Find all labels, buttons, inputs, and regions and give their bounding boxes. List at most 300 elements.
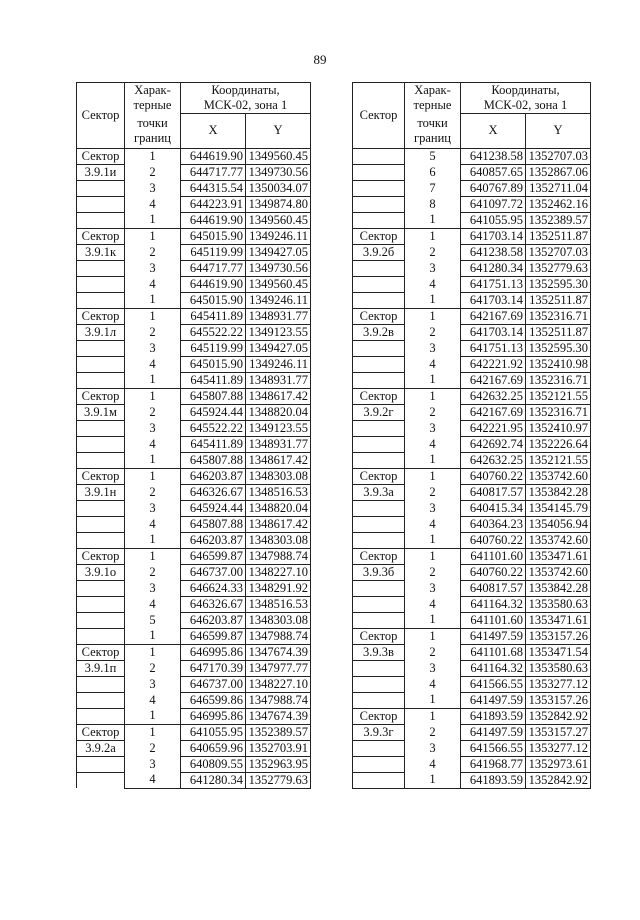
table-row bbox=[77, 612, 311, 628]
coord-x: 641055.95 bbox=[181, 724, 246, 740]
sector-cell: 3.9.3б bbox=[353, 564, 405, 580]
coord-y: 1353842.28 bbox=[526, 484, 591, 500]
point-number: 4 bbox=[125, 356, 181, 372]
coord-x: 645411.89 bbox=[181, 372, 246, 388]
coord-y: 1347674.39 bbox=[246, 708, 311, 724]
point-number: 4 bbox=[125, 772, 181, 788]
coord-x: 641703.14 bbox=[461, 292, 526, 308]
sector-cell bbox=[353, 532, 405, 548]
coord-x: 644223.91 bbox=[181, 196, 246, 212]
point-number: 4 bbox=[125, 276, 181, 292]
coord-x: 640817.57 bbox=[461, 484, 526, 500]
coord-y: 1352711.04 bbox=[526, 180, 591, 196]
coord-x: 645015.90 bbox=[181, 228, 246, 244]
coord-y: 1353157.26 bbox=[526, 692, 591, 708]
header-char-line3: точки bbox=[137, 115, 168, 130]
coord-y: 1353277.12 bbox=[526, 740, 591, 756]
coord-x: 645807.88 bbox=[181, 452, 246, 468]
table-row bbox=[77, 324, 311, 340]
coord-x: 646624.33 bbox=[181, 580, 246, 596]
coord-y: 1348303.08 bbox=[246, 612, 311, 628]
point-number: 2 bbox=[405, 324, 461, 340]
point-number: 3 bbox=[125, 340, 181, 356]
coord-y: 1349123.55 bbox=[246, 324, 311, 340]
table-row bbox=[77, 484, 311, 500]
table-row bbox=[353, 452, 591, 468]
table-row bbox=[353, 244, 591, 260]
table-row bbox=[353, 532, 591, 548]
table-row bbox=[77, 340, 311, 356]
sector-cell: Сектор bbox=[353, 388, 405, 404]
header-x: X bbox=[181, 114, 246, 149]
table-row bbox=[353, 180, 591, 196]
point-number: 3 bbox=[125, 676, 181, 692]
coord-x: 641751.13 bbox=[461, 276, 526, 292]
coord-y: 1353742.60 bbox=[526, 564, 591, 580]
table-row bbox=[353, 612, 591, 628]
point-number: 2 bbox=[405, 564, 461, 580]
table-row bbox=[353, 260, 591, 276]
sector-cell bbox=[353, 452, 405, 468]
coord-x: 645522.22 bbox=[181, 324, 246, 340]
sector-cell: Сектор bbox=[77, 724, 125, 740]
coord-y: 1352707.03 bbox=[526, 244, 591, 260]
point-number: 1 bbox=[405, 292, 461, 308]
header-char-line1: Харак- bbox=[414, 83, 451, 98]
coord-x: 640659.96 bbox=[181, 740, 246, 756]
header-coords-line1: Координаты, bbox=[491, 83, 560, 97]
table-row bbox=[353, 756, 591, 772]
point-number: 1 bbox=[405, 692, 461, 708]
coord-y: 1354056.94 bbox=[526, 516, 591, 532]
sector-cell bbox=[77, 772, 125, 788]
coord-y: 1353157.26 bbox=[526, 628, 591, 644]
sector-cell bbox=[77, 500, 125, 516]
sector-cell bbox=[77, 628, 125, 644]
coord-y: 1347977.77 bbox=[246, 660, 311, 676]
coord-x: 645807.88 bbox=[181, 388, 246, 404]
coord-x: 646737.00 bbox=[181, 564, 246, 580]
table-row bbox=[353, 772, 591, 788]
coord-y: 1352703.91 bbox=[246, 740, 311, 756]
table-row bbox=[353, 420, 591, 436]
coord-x: 640809.55 bbox=[181, 756, 246, 772]
header-char-points-bottom bbox=[405, 114, 461, 149]
table-row bbox=[77, 516, 311, 532]
coord-y: 1353471.54 bbox=[526, 644, 591, 660]
sector-cell: Сектор bbox=[77, 308, 125, 324]
coord-y: 1348227.10 bbox=[246, 676, 311, 692]
coord-y: 1348291.92 bbox=[246, 580, 311, 596]
sector-cell: Сектор bbox=[77, 468, 125, 484]
coord-x: 641497.59 bbox=[461, 692, 526, 708]
sector-cell bbox=[77, 676, 125, 692]
point-number: 4 bbox=[125, 196, 181, 212]
sector-cell bbox=[77, 340, 125, 356]
coord-x: 646995.86 bbox=[181, 644, 246, 660]
coord-x: 641497.59 bbox=[461, 724, 526, 740]
header-char-line4: границ bbox=[134, 130, 171, 145]
coord-y: 1352963.95 bbox=[246, 756, 311, 772]
table-row bbox=[353, 196, 591, 212]
coord-y: 1352511.87 bbox=[526, 228, 591, 244]
coord-x: 640760.22 bbox=[461, 564, 526, 580]
coord-x: 645015.90 bbox=[181, 292, 246, 308]
coordinates-table-right bbox=[352, 82, 591, 789]
point-number: 1 bbox=[405, 388, 461, 404]
coord-x: 642692.74 bbox=[461, 436, 526, 452]
point-number: 1 bbox=[405, 628, 461, 644]
table-row bbox=[77, 212, 311, 228]
sector-cell bbox=[77, 212, 125, 228]
sector-cell: 3.9.2а bbox=[77, 740, 125, 756]
sector-cell bbox=[77, 436, 125, 452]
table-row bbox=[353, 372, 591, 388]
coord-x: 645015.90 bbox=[181, 356, 246, 372]
coord-y: 1353471.61 bbox=[526, 548, 591, 564]
table-row bbox=[77, 228, 311, 244]
point-number: 1 bbox=[125, 228, 181, 244]
sector-cell bbox=[77, 292, 125, 308]
sector-cell: Сектор bbox=[353, 548, 405, 564]
table-row bbox=[353, 340, 591, 356]
point-number: 5 bbox=[405, 148, 461, 164]
point-number: 3 bbox=[125, 260, 181, 276]
coord-y: 1352462.16 bbox=[526, 196, 591, 212]
point-number: 4 bbox=[125, 692, 181, 708]
table-row bbox=[77, 452, 311, 468]
coord-y: 1349427.05 bbox=[246, 244, 311, 260]
table-row bbox=[353, 580, 591, 596]
header-coords-line2: МСК-02, зона 1 bbox=[203, 98, 288, 112]
coord-y: 1349246.11 bbox=[246, 228, 311, 244]
point-number: 3 bbox=[405, 580, 461, 596]
table-row bbox=[77, 164, 311, 180]
coord-y: 1347988.74 bbox=[246, 692, 311, 708]
table-row bbox=[77, 772, 311, 788]
table-row bbox=[353, 628, 591, 644]
coord-y: 1352511.87 bbox=[526, 292, 591, 308]
coord-x: 641751.13 bbox=[461, 340, 526, 356]
sector-cell bbox=[77, 612, 125, 628]
sector-cell bbox=[77, 180, 125, 196]
point-number: 6 bbox=[405, 164, 461, 180]
page-number: 89 bbox=[313, 52, 327, 67]
sector-cell: Сектор bbox=[353, 628, 405, 644]
table-row bbox=[77, 260, 311, 276]
coord-y: 1352867.06 bbox=[526, 164, 591, 180]
coord-y: 1352316.71 bbox=[526, 308, 591, 324]
coord-y: 1352779.63 bbox=[246, 772, 311, 788]
coord-x: 644619.90 bbox=[181, 212, 246, 228]
sector-cell bbox=[353, 756, 405, 772]
coord-y: 1353742.60 bbox=[526, 468, 591, 484]
point-number: 1 bbox=[125, 372, 181, 388]
point-number: 2 bbox=[405, 404, 461, 420]
table-row bbox=[77, 532, 311, 548]
sector-cell: Сектор bbox=[77, 148, 125, 164]
coord-x: 644717.77 bbox=[181, 260, 246, 276]
sector-cell: 3.9.2г bbox=[353, 404, 405, 420]
point-number: 5 bbox=[125, 612, 181, 628]
sector-cell bbox=[353, 772, 405, 788]
coord-x: 646599.86 bbox=[181, 692, 246, 708]
sector-cell: 3.9.3в bbox=[353, 644, 405, 660]
coord-x: 646737.00 bbox=[181, 676, 246, 692]
sector-cell bbox=[77, 276, 125, 292]
point-number: 1 bbox=[405, 212, 461, 228]
coord-y: 1349560.45 bbox=[246, 276, 311, 292]
coord-y: 1348303.08 bbox=[246, 532, 311, 548]
coord-x: 640760.22 bbox=[461, 532, 526, 548]
coord-y: 1349874.80 bbox=[246, 196, 311, 212]
sector-cell bbox=[77, 356, 125, 372]
sector-cell bbox=[353, 660, 405, 676]
coord-y: 1352973.61 bbox=[526, 756, 591, 772]
sector-cell bbox=[353, 292, 405, 308]
sector-cell: 3.9.2в bbox=[353, 324, 405, 340]
point-number: 1 bbox=[125, 308, 181, 324]
point-number: 1 bbox=[125, 388, 181, 404]
sector-cell bbox=[353, 612, 405, 628]
coord-x: 642221.92 bbox=[461, 356, 526, 372]
coord-y: 1349246.11 bbox=[246, 292, 311, 308]
coord-x: 645119.99 bbox=[181, 340, 246, 356]
point-number: 1 bbox=[125, 644, 181, 660]
coord-y: 1348303.08 bbox=[246, 468, 311, 484]
table-row bbox=[353, 308, 591, 324]
table-row bbox=[353, 676, 591, 692]
sector-cell bbox=[353, 516, 405, 532]
coord-y: 1354145.79 bbox=[526, 500, 591, 516]
coord-x: 645522.22 bbox=[181, 420, 246, 436]
coord-x: 646203.87 bbox=[181, 532, 246, 548]
point-number: 4 bbox=[405, 436, 461, 452]
coord-x: 642167.69 bbox=[461, 372, 526, 388]
table-row bbox=[77, 500, 311, 516]
coord-x: 645411.89 bbox=[181, 308, 246, 324]
coord-x: 642632.25 bbox=[461, 388, 526, 404]
table-row bbox=[353, 164, 591, 180]
coord-x: 641893.59 bbox=[461, 708, 526, 724]
coord-y: 1352316.71 bbox=[526, 404, 591, 420]
coord-y: 1353277.12 bbox=[526, 676, 591, 692]
header-char-points-top bbox=[125, 83, 181, 114]
coord-y: 1349427.05 bbox=[246, 340, 311, 356]
table-row bbox=[353, 644, 591, 660]
coordinates-table-left bbox=[76, 82, 311, 789]
coord-y: 1352842.92 bbox=[526, 708, 591, 724]
coord-y: 1348931.77 bbox=[246, 436, 311, 452]
table-row bbox=[353, 660, 591, 676]
coord-y: 1347674.39 bbox=[246, 644, 311, 660]
point-number: 1 bbox=[125, 548, 181, 564]
point-number: 3 bbox=[405, 660, 461, 676]
point-number: 1 bbox=[125, 292, 181, 308]
header-y: Y bbox=[246, 114, 311, 149]
point-number: 1 bbox=[405, 372, 461, 388]
sector-cell: 3.9.3г bbox=[353, 724, 405, 740]
table-body-left bbox=[77, 148, 311, 788]
header-coordinates bbox=[181, 83, 311, 114]
point-number: 1 bbox=[405, 228, 461, 244]
point-number: 7 bbox=[405, 180, 461, 196]
coord-x: 646203.87 bbox=[181, 468, 246, 484]
point-number: 1 bbox=[405, 612, 461, 628]
table-row bbox=[77, 388, 311, 404]
sector-cell bbox=[353, 580, 405, 596]
point-number: 2 bbox=[405, 244, 461, 260]
header-coords-line1: Координаты, bbox=[211, 83, 280, 97]
table-row bbox=[353, 500, 591, 516]
coord-y: 1349730.56 bbox=[246, 260, 311, 276]
table-row bbox=[77, 276, 311, 292]
sector-cell bbox=[353, 436, 405, 452]
coord-y: 1353742.60 bbox=[526, 532, 591, 548]
point-number: 4 bbox=[125, 436, 181, 452]
point-number: 3 bbox=[125, 580, 181, 596]
coord-x: 641703.14 bbox=[461, 228, 526, 244]
coord-x: 641968.77 bbox=[461, 756, 526, 772]
coord-y: 1348516.53 bbox=[246, 484, 311, 500]
coord-x: 641101.60 bbox=[461, 548, 526, 564]
table-row bbox=[77, 708, 311, 724]
table-row bbox=[353, 356, 591, 372]
table-row bbox=[353, 228, 591, 244]
header-char-points-bottom bbox=[125, 114, 181, 149]
table-row bbox=[353, 292, 591, 308]
header-char-line2: терные bbox=[133, 98, 172, 113]
table-row bbox=[77, 404, 311, 420]
sector-cell: 3.9.1м bbox=[77, 404, 125, 420]
table-row bbox=[77, 548, 311, 564]
table-row bbox=[77, 180, 311, 196]
point-number: 3 bbox=[125, 756, 181, 772]
point-number: 2 bbox=[405, 724, 461, 740]
sector-cell: 3.9.1н bbox=[77, 484, 125, 500]
coord-x: 641893.59 bbox=[461, 772, 526, 788]
sector-cell bbox=[353, 196, 405, 212]
point-number: 3 bbox=[405, 340, 461, 356]
table-row bbox=[77, 628, 311, 644]
coord-x: 645924.44 bbox=[181, 404, 246, 420]
point-number: 3 bbox=[125, 500, 181, 516]
table-row bbox=[77, 420, 311, 436]
point-number: 1 bbox=[405, 708, 461, 724]
coord-y: 1353580.63 bbox=[526, 596, 591, 612]
sector-cell bbox=[353, 676, 405, 692]
coord-y: 1352389.57 bbox=[526, 212, 591, 228]
header-sector: Сектор bbox=[77, 83, 125, 149]
coord-y: 1352226.64 bbox=[526, 436, 591, 452]
coord-x: 640767.89 bbox=[461, 180, 526, 196]
coord-y: 1349123.55 bbox=[246, 420, 311, 436]
table-row bbox=[353, 436, 591, 452]
coord-x: 642632.25 bbox=[461, 452, 526, 468]
sector-cell: Сектор bbox=[77, 388, 125, 404]
coord-x: 642167.69 bbox=[461, 404, 526, 420]
coord-x: 641497.59 bbox=[461, 628, 526, 644]
point-number: 4 bbox=[405, 756, 461, 772]
table-row bbox=[353, 596, 591, 612]
sector-cell bbox=[353, 420, 405, 436]
table-row bbox=[77, 372, 311, 388]
sector-cell bbox=[353, 596, 405, 612]
coord-x: 641566.55 bbox=[461, 740, 526, 756]
coord-y: 1352511.87 bbox=[526, 324, 591, 340]
coord-y: 1348516.53 bbox=[246, 596, 311, 612]
coord-y: 1352842.92 bbox=[526, 772, 591, 788]
point-number: 3 bbox=[405, 500, 461, 516]
sector-cell bbox=[77, 420, 125, 436]
coord-y: 1349730.56 bbox=[246, 164, 311, 180]
sector-cell bbox=[353, 276, 405, 292]
table-row bbox=[77, 596, 311, 612]
point-number: 4 bbox=[125, 596, 181, 612]
point-number: 8 bbox=[405, 196, 461, 212]
coord-x: 645119.99 bbox=[181, 244, 246, 260]
coord-x: 640364.23 bbox=[461, 516, 526, 532]
coord-x: 641280.34 bbox=[181, 772, 246, 788]
point-number: 2 bbox=[125, 164, 181, 180]
table-row bbox=[353, 724, 591, 740]
coord-x: 641101.68 bbox=[461, 644, 526, 660]
coord-y: 1347988.74 bbox=[246, 548, 311, 564]
table-row bbox=[353, 388, 591, 404]
coord-y: 1347988.74 bbox=[246, 628, 311, 644]
sector-cell bbox=[77, 516, 125, 532]
point-number: 3 bbox=[405, 740, 461, 756]
table-row bbox=[77, 356, 311, 372]
header-char-line3: точки bbox=[417, 115, 448, 130]
coord-y: 1348820.04 bbox=[246, 404, 311, 420]
sector-cell bbox=[77, 596, 125, 612]
point-number: 2 bbox=[125, 244, 181, 260]
coord-y: 1353471.61 bbox=[526, 612, 591, 628]
sector-cell bbox=[353, 372, 405, 388]
table-row bbox=[77, 724, 311, 740]
coord-y: 1353842.28 bbox=[526, 580, 591, 596]
sector-cell bbox=[77, 756, 125, 772]
header-coordinates bbox=[461, 83, 591, 114]
sector-cell bbox=[77, 708, 125, 724]
sector-cell bbox=[353, 164, 405, 180]
coord-x: 640857.65 bbox=[461, 164, 526, 180]
coord-x: 641566.55 bbox=[461, 676, 526, 692]
coord-y: 1348617.42 bbox=[246, 452, 311, 468]
sector-cell bbox=[353, 212, 405, 228]
table-row bbox=[353, 404, 591, 420]
coord-y: 1352389.57 bbox=[246, 724, 311, 740]
table-row bbox=[353, 564, 591, 580]
sector-cell bbox=[353, 340, 405, 356]
table-row bbox=[77, 196, 311, 212]
coord-x: 646995.86 bbox=[181, 708, 246, 724]
table-row bbox=[353, 148, 591, 164]
point-number: 2 bbox=[125, 740, 181, 756]
coord-x: 642221.95 bbox=[461, 420, 526, 436]
sector-cell: 3.9.2б bbox=[353, 244, 405, 260]
sector-cell bbox=[353, 692, 405, 708]
table-row bbox=[77, 676, 311, 692]
point-number: 3 bbox=[125, 420, 181, 436]
table-row bbox=[77, 308, 311, 324]
coord-x: 645807.88 bbox=[181, 516, 246, 532]
table-row bbox=[77, 292, 311, 308]
point-number: 1 bbox=[125, 212, 181, 228]
sector-cell bbox=[353, 500, 405, 516]
table-row bbox=[77, 564, 311, 580]
